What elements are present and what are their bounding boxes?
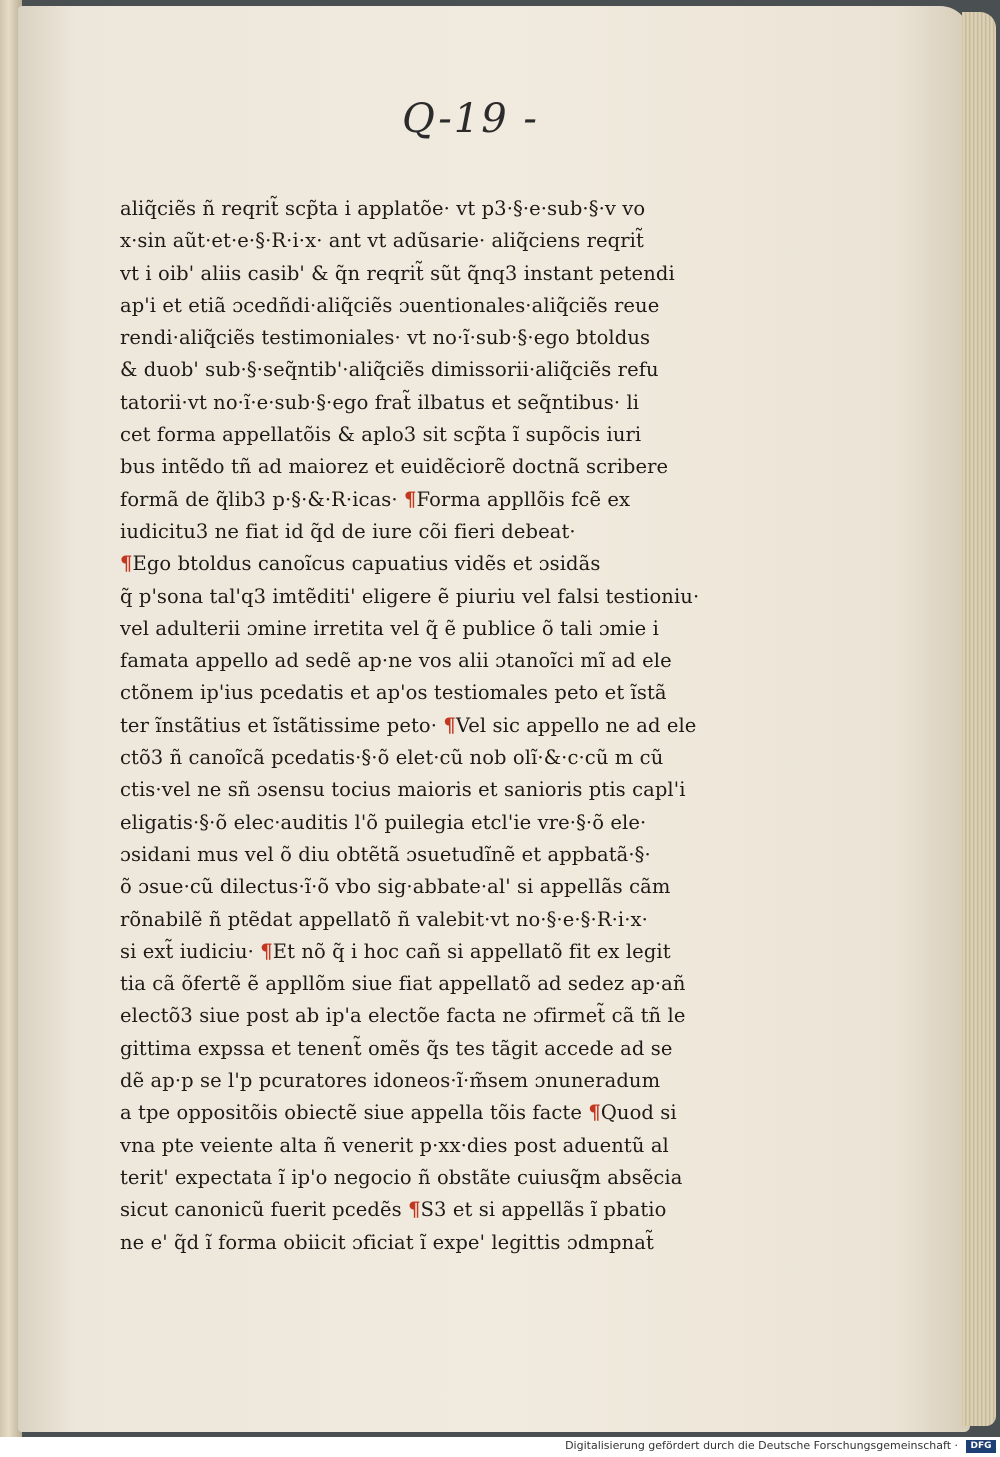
rubric-mark: ¶ <box>120 552 133 576</box>
rubric-mark: ¶ <box>404 487 417 511</box>
text-line: sicut canonicũ fuerit pcedẽs ¶S3 et si appellãs ĩ pbatio <box>120 1198 667 1222</box>
text-line: vt i oib' aliis casib' & q̃n reqrit̃ sũt q̃nq3 instant petendi <box>120 261 675 285</box>
text-line: tatorii·vt no·ĩ·e·sub·§·ego frat̃ ilbatus et seq̃ntibus· li <box>120 390 640 414</box>
folio-number: Q-19 - <box>402 96 539 142</box>
text-line: ¶Ego btoldus canoĩcus capuatius vidẽs et ɔsidãs <box>120 552 601 576</box>
text-line: q̃ p'sona tal'q3 imtẽditi' eligere ẽ piuriu vel falsi testioniu· <box>120 584 700 608</box>
rubric-mark: ¶ <box>588 1101 601 1125</box>
text-line: tia cã õfertẽ ẽ appllõm siue fiat appellatõ ad sedez ap·añ <box>120 972 686 996</box>
text-line: terit' expectata ĩ ip'o negocio ñ obstãte cuiusq̃m absẽcia <box>120 1165 683 1189</box>
rubric-mark: ¶ <box>408 1198 421 1222</box>
text-line: electõ3 siue post ab ip'a electõe facta ne ɔfirmet̃ cã tñ le <box>120 1004 686 1028</box>
text-line: & duob' sub·§·seq̃ntib'·aliq̃ciẽs dimissorii·aliq̃ciẽs refu <box>120 358 659 382</box>
text-line: vel adulterii ɔmine irretita vel q̃ ẽ publice õ tali ɔmie i <box>120 616 659 640</box>
footer-credit: Digitalisierung gefördert durch die Deutsche Forschungsgemeinschaft · <box>565 1439 958 1452</box>
text-line: ap'i et etiã ɔcedñdi·aliq̃ciẽs ɔuentionales·aliq̃ciẽs reue <box>120 293 660 317</box>
text-line: formã de q̃lib3 p·§·&·R·icas· ¶Forma appllõis fcẽ ex <box>120 487 631 511</box>
dfg-logo[interactable]: DFG <box>966 1440 996 1453</box>
text-line: famata appello ad sedẽ ap·ne vos alii ɔtanoĩci mĩ ad ele <box>120 649 672 673</box>
text-line: rõnabilẽ ñ ptẽdat appellatõ ñ valebit·vt no·§·e·§·R·i·x· <box>120 907 648 931</box>
text-line: dẽ ap·p se l'p pcuratores idoneos·ĩ·m̃sem ɔnuneradum <box>120 1069 661 1093</box>
text-line: si ext̃ iudiciu· ¶Et nõ q̃ i hoc cañ si appellatõ fit ex legit <box>120 939 671 963</box>
rubric-mark: ¶ <box>443 713 456 737</box>
text-line: vna pte veiente alta ñ venerit p·xx·dies post aduentũ al <box>120 1133 669 1157</box>
page-fore-edge <box>962 12 996 1426</box>
text-block <box>120 193 720 1259</box>
text-line: ɔsidani mus vel õ diu obtẽtã ɔsuetudĩnẽ et appbatã·§· <box>120 842 651 866</box>
footer-bar <box>0 1437 1000 1457</box>
text-line: ctõnem ip'ius pcedatis et ap'os testiomales peto et ĩstã <box>120 681 667 705</box>
text-line: aliq̃ciẽs ñ reqrit̃ scp̃ta i applatõe· vt p3·§·e·sub·§·v vo <box>120 197 646 220</box>
text-line: ctis·vel ne sñ ɔsensu tocius maioris et sanioris ptis capl'i <box>120 778 686 802</box>
text-line: ctõ3 ñ canoĩcã pcedatis·§·õ elet·cũ nob olĩ·&·c·cũ m cũ <box>120 746 664 770</box>
text-line: ne e' q̃d ĩ forma obiicit ɔficiat ĩ expe' legittis ɔdmpnat̃ <box>120 1230 654 1254</box>
text-line: iudicitu3 ne fiat id q̃d de iure cõi fieri debeat· <box>120 519 576 543</box>
text-line: rendi·aliq̃ciẽs testimoniales· vt no·ĩ·sub·§·ego btoldus <box>120 326 651 350</box>
rubric-mark: ¶ <box>260 939 273 963</box>
text-line: a tpe oppositõis obiectẽ siue appella tõis facte ¶Quod si <box>120 1101 677 1125</box>
text-line: õ ɔsue·cũ dilectus·ĩ·õ vbo sig·abbate·al' si appellãs cãm <box>120 875 671 899</box>
text-line: cet forma appellatõis & aplo3 sit scp̃ta ĩ supõcis iuri <box>120 423 642 447</box>
text-line: ter ĩnstãtius et ĩstãtissime peto· ¶Vel sic appello ne ad ele <box>120 713 697 737</box>
text-line: eligatis·§·õ elec·auditis l'õ puilegia etcl'ie vre·§·õ ele· <box>120 810 647 834</box>
text-line: x·sin aũt·et·e·§·R·i·x· ant vt adũsarie· aliq̃ciens reqrit̃ <box>120 229 644 253</box>
text-line: bus intẽdo tñ ad maiorez et euidẽciorẽ doctnã scribere <box>120 455 669 479</box>
text-line: gittima expssa et tenent̃ omẽs q̃s tes tãgit accede ad se <box>120 1036 673 1060</box>
